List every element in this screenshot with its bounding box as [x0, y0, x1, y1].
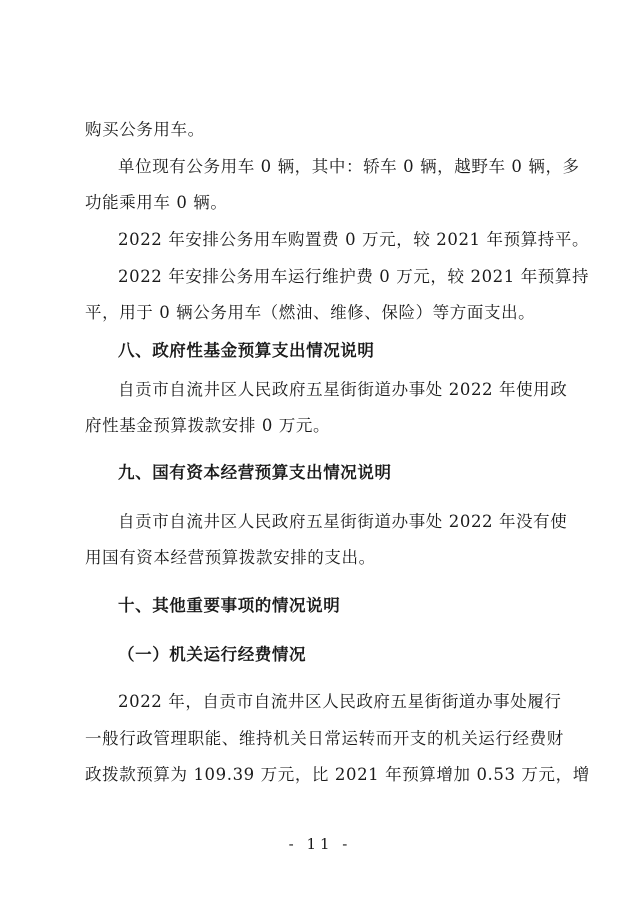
paragraph-line: 购买公务用车。: [85, 120, 205, 139]
section-heading: 九、国有资本经营预算支出情况说明: [118, 463, 392, 482]
paragraph-line: 一般行政管理职能、维持机关日常运转而开支的机关运行经费财: [85, 729, 564, 748]
paragraph-line: 2022 年，自贡市自流井区人民政府五星街街道办事处履行: [118, 692, 562, 711]
paragraph-line: 府性基金预算拨款安排 0 万元。: [85, 416, 331, 435]
section-heading: 八、政府性基金预算支出情况说明: [118, 341, 375, 360]
paragraph-line: 功能乘用车 0 辆。: [85, 193, 228, 212]
paragraph-line: 单位现有公务用车 0 辆，其中：轿车 0 辆，越野车 0 辆，多: [118, 157, 580, 176]
paragraph-line: 2022 年安排公务用车运行维护费 0 万元，较 2021 年预算持: [118, 267, 590, 286]
page-number: - 11 -: [288, 835, 352, 853]
section-heading: 十、其他重要事项的情况说明: [118, 596, 341, 615]
paragraph-line: 政拨款预算为 109.39 万元，比 2021 年预算增加 0.53 万元，增: [85, 765, 590, 784]
paragraph-line: 2022 年安排公务用车购置费 0 万元，较 2021 年预算持平。: [118, 230, 590, 249]
paragraph-line: 自贡市自流井区人民政府五星街街道办事处 2022 年使用政: [118, 380, 568, 399]
paragraph-line: 用国有资本经营预算拨款安排的支出。: [85, 548, 376, 567]
subsection-heading: （一）机关运行经费情况: [118, 645, 307, 664]
paragraph-line: 平，用于 0 辆公务用车（燃油、维修、保险）等方面支出。: [85, 303, 536, 322]
paragraph-line: 自贡市自流井区人民政府五星街街道办事处 2022 年没有使: [118, 512, 568, 531]
